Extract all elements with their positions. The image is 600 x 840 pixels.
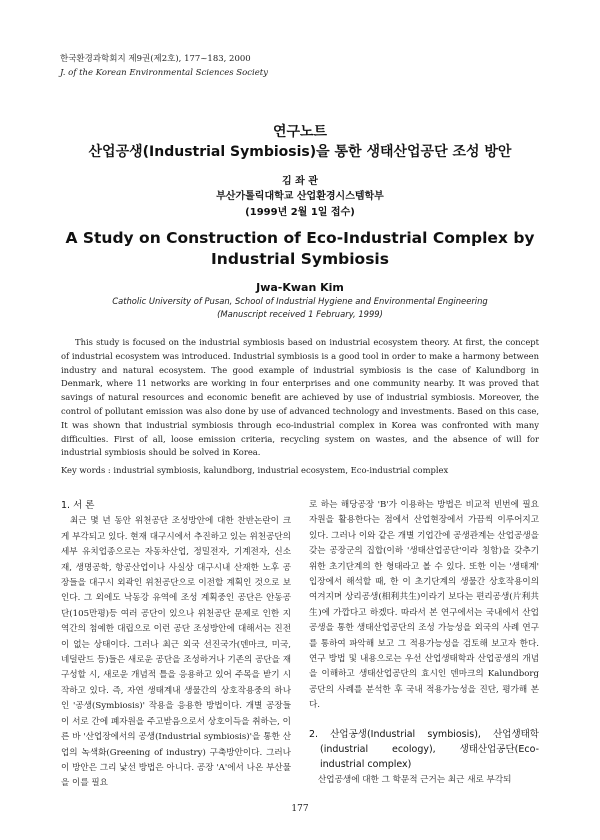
title-english-line2: Industrial Symbiosis [211, 250, 389, 268]
author-korean: 김 좌 관 [282, 176, 318, 187]
body-column-left [61, 498, 291, 792]
author-english: Jwa-Kwan Kim [256, 281, 344, 294]
section-heading-introduction: 1. 서 론 [61, 500, 95, 511]
article-type: 연구노트 [272, 124, 328, 140]
title-english-line1: A Study on Construction of Eco-Industrial Complex by [65, 229, 535, 247]
received-date-english: (Manuscript received 1 February, 1999) [217, 309, 383, 319]
received-date-korean: (1999년 2월 1일 접수) [245, 207, 355, 218]
body-paragraph-section2: 산업공생에 대한 그 학문적 근거는 최근 새로 부각되 [318, 774, 512, 785]
abstract: This study is focused on the industrial symbiosis based on industrial ecosystem theory. At first, the concept of industrial ecosystem was introduced. Industrial symbiosis is a good tool in order to make a harmony between industry and natural ecosystem. The good example of industrial symbiosis is the case of Kalundborg in Denmark, where 11 networks are working in four enterprises and one community nearby. It was proved that savings of natural resources and economic benefit are achieved by use of industrial symbiosis. Moreover, the control of pollutant emission was also done by use of advanced technology and investments. Based on this case, It was shown that industrial symbiosis through eco-industrial complex in Korea was confronted with many difficulties. First of all, loose emission criteria, recycling system on wastes, and the absence of will for industrial symbiosis should be solved in Korea. [61, 337, 539, 458]
title-english [0, 228, 600, 270]
journal-citation-kr: 한국환경과학회지 제9권(제2호), 177~183, 2000 [60, 54, 251, 64]
body-paragraph-continued: 로 하는 해당공장 'B'가 이용하는 방법은 비교적 빈번에 필요 자원을 활용한다는 점에서 산업현장에서 가끔씩 이루어지고 있다. 그러나 이와 같은 개별 기업간에 공생관계는 산업공생을 갖는 공장군의 집합(이하 '생태산업공단'이라 칭함)을 갖추기 위한 초기단계의 한 형태라고 볼 수 있다. 또한 이는 '생태계' 입장에서 해석할 때, 한 이 초기단계의 생물간 상호작용이의 여겨지며 상리공생(相利共生)이라기 보다는 편리공생(片利共生)에 가깝다고 하겠다. 따라서 본 연구에서는 국내에서 산업공생을 통한 생태산업공단의 조성 가능성을 외국의 사례 연구를 통하여 파악해 보고 그 적용가능성을 검토해 보고자 한다. 연구 방법 및 내용으로는 우선 산업생태학과 산업공생의 개념을 이해하고 생태산업공단의 효시인 덴마크의 Kalundborg공단의 사례를 분석한 후 국내 적용가능성을 진단, 평가해 본다. [309, 500, 539, 711]
affiliation-english: Catholic University of Pusan, School of Industrial Hygiene and Environmental Engineering [112, 296, 488, 306]
journal-header [60, 52, 268, 80]
journal-name-en: J. of the Korean Environmental Sciences Society [60, 68, 268, 78]
section-heading-2: 2. 산업공생(Industrial symbiosis), 산업생태학(industrial ecology), 생태산업공단(Eco-industrial complex) [309, 728, 539, 770]
keywords: Key words : industrial symbiosis, kalundborg, industrial ecosystem, Eco-industrial complex [61, 465, 449, 475]
page-number: 177 [291, 804, 309, 814]
body-column-right [309, 498, 539, 788]
body-paragraph: 최근 몇 년 동안 위천공단 조성방안에 대한 찬반논란이 크게 부각되고 있다. 현재 대구시에서 추진하고 있는 위천공단의 세부 유치업종으로는 자동차산업, 정밀전자, 기계전자, 신소재, 생명공학, 항공산업이나 사실상 대구시내 산재한 노후 공장들을 대구시 외곽인 위천공단으로 이전할 계획인 것으로 보인다. 그 외에도 낙동강 유역에 조성 계획중인 공단은 안동공단(105만평)등 여러 공단이 있으나 위천공단 문제로 인한 지역간의 첨예한 대립으로 이런 공단 조성방안에 대해서는 진전이 없는 상태이다. 그러나 최근 외국 선진국가(덴마크, 미국, 네덜란드 등)들은 새로운 공단을 조성하거나 기존의 공단을 재구성할 시, 새로운 개념적 틀을 응용하고 있어 주목을 받기 시작하고 있다. 즉, 자연 생태계내 생물간의 상호작용중의 하나인 '공생(Symbiosis)' 작용을 응용한 방법이다. 개별 공장들이 서로 간에 폐자원을 주고받음으로서 상호이득을 취하는, 이른 바 '산업장에서의 공생(Industrial symbiosis)'을 통한 산업의 녹색화(Greening of industry) 구축방안이다. 그러나 이 방안은 그리 낯선 방법은 아니다. 공장 'A'에서 나온 부산물을 이를 필요 [61, 516, 292, 789]
affiliation-korean: 부산가톨릭대학교 산업환경시스템학부 [216, 191, 384, 202]
title-korean: 산업공생(Industrial Symbiosis)을 통한 생태산업공단 조성 방안 [88, 144, 512, 160]
